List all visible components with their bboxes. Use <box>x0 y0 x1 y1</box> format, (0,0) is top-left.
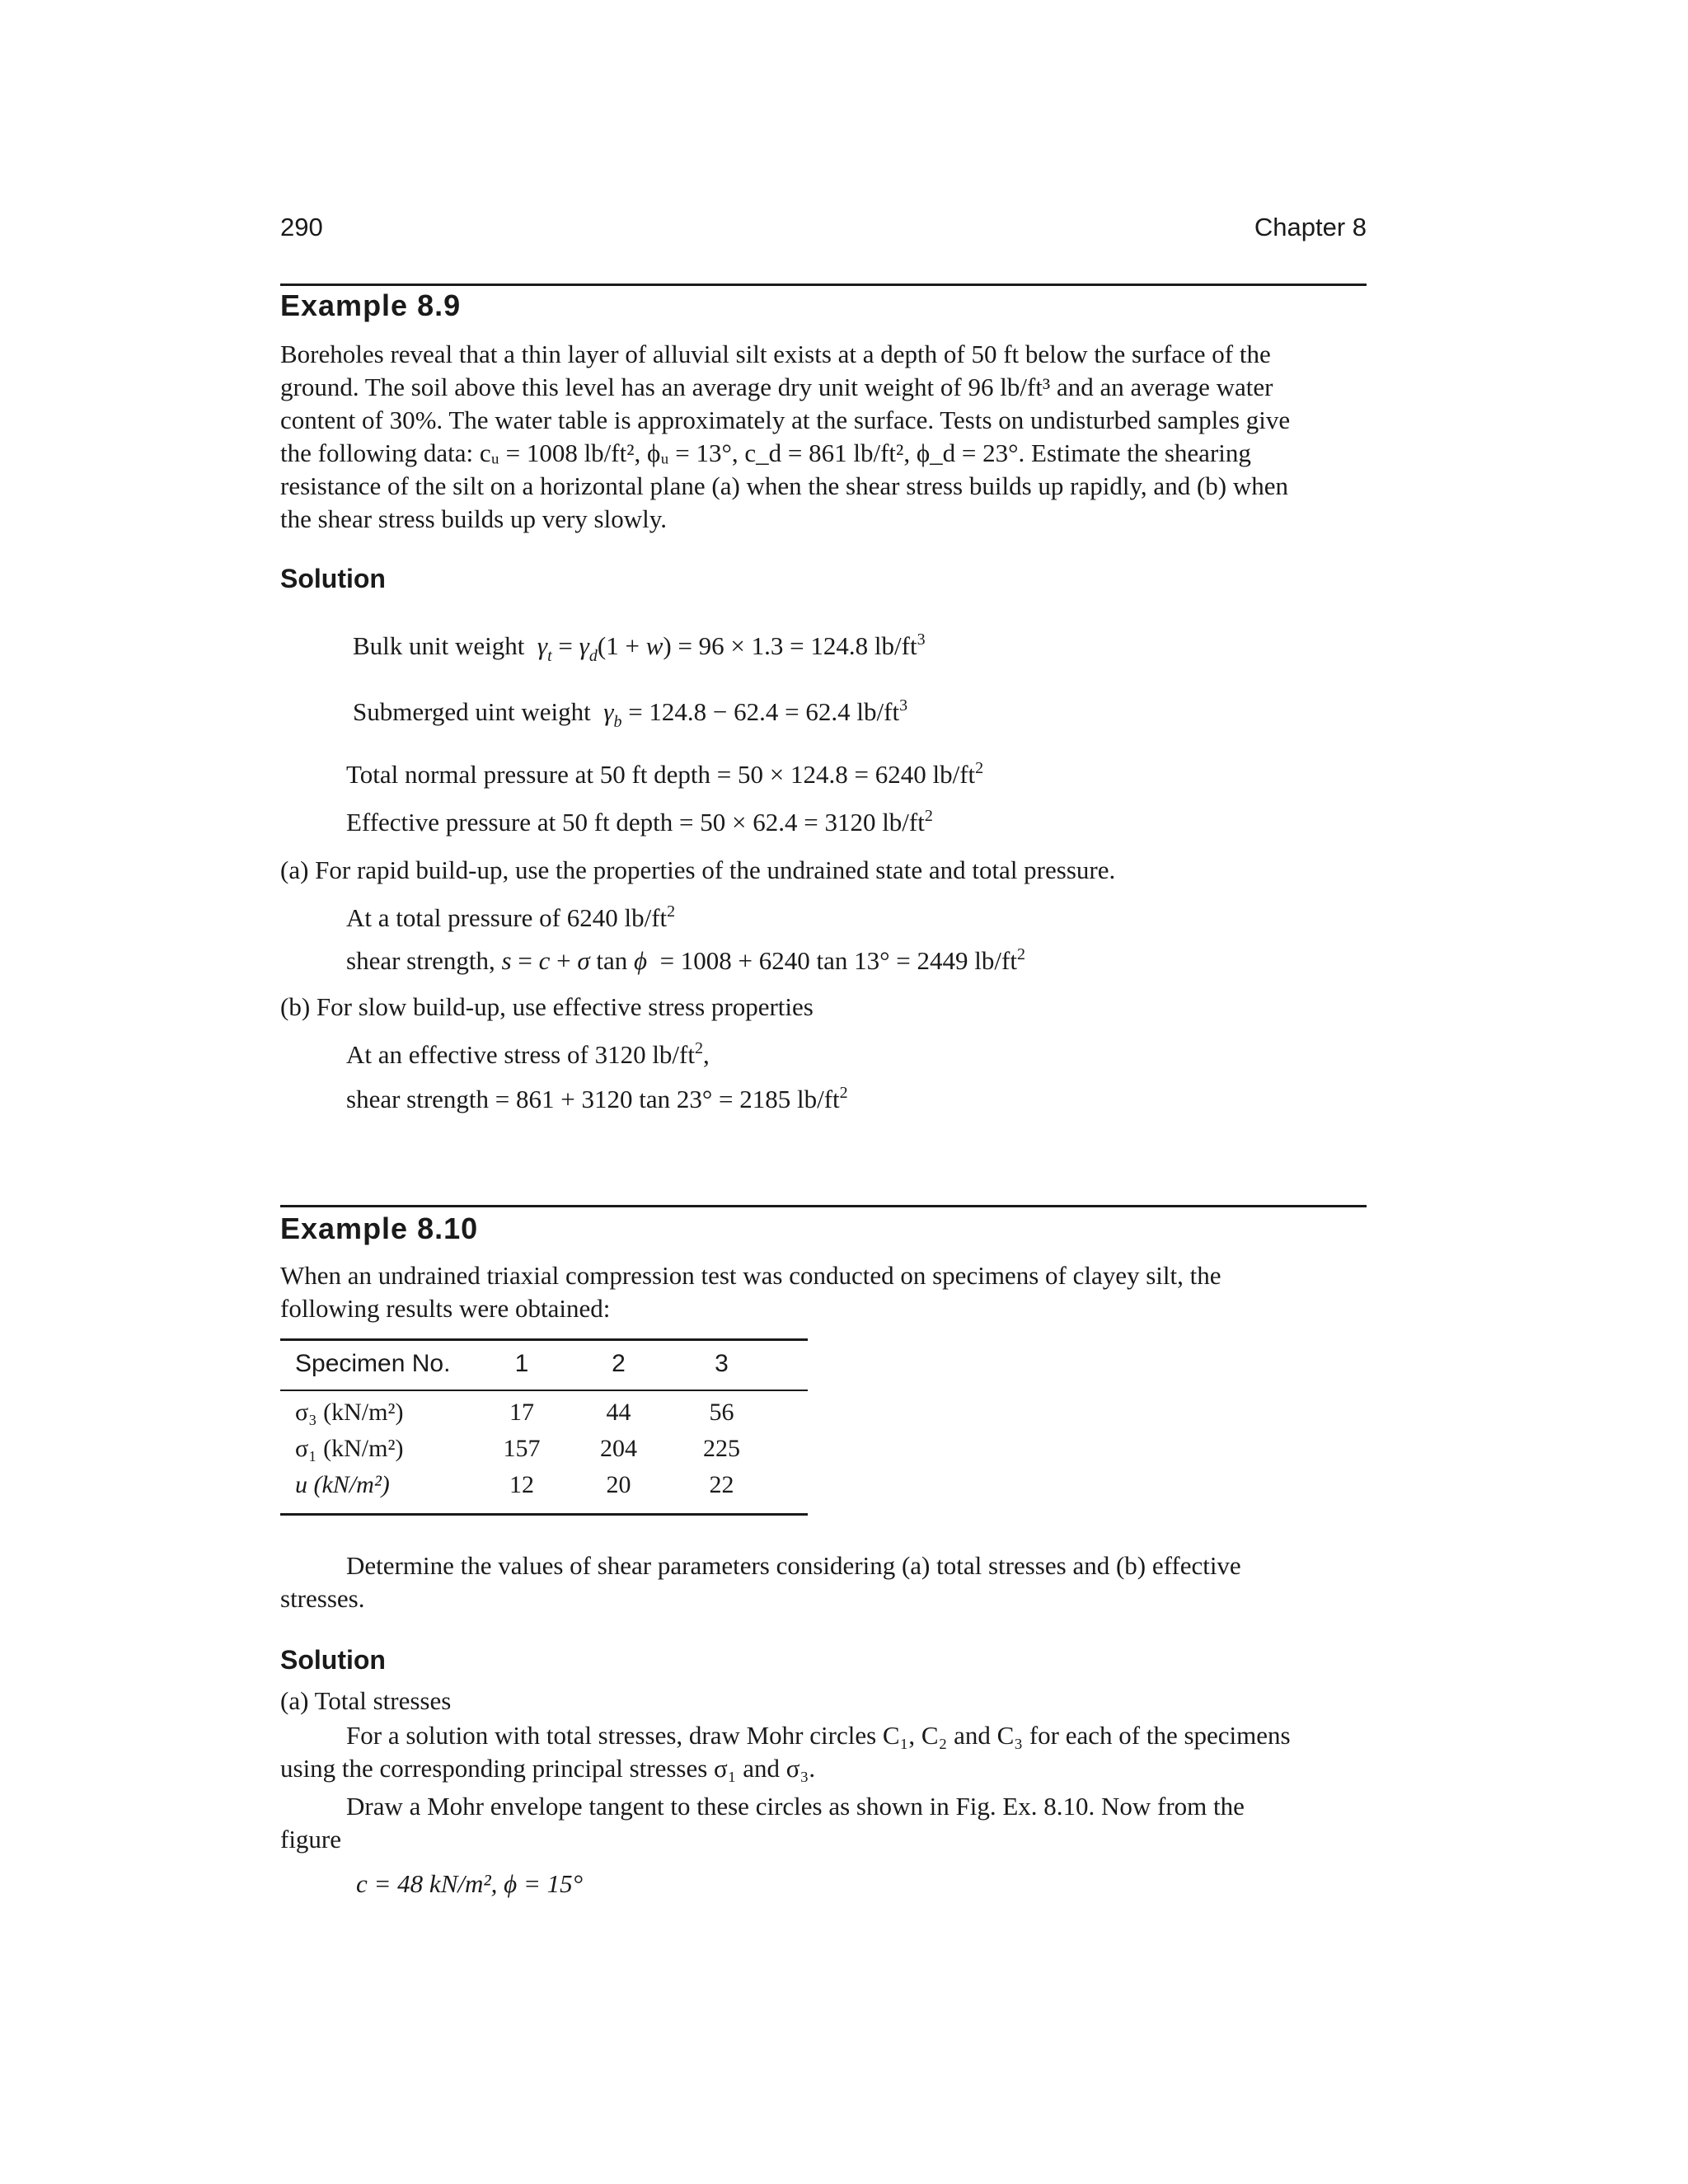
solution-heading: Solution <box>280 1645 386 1675</box>
table-row <box>280 1467 808 1503</box>
determine-paragraph <box>280 1549 1367 1615</box>
table-cell: 12 <box>509 1471 534 1498</box>
envelope-paragraph <box>280 1790 1367 1856</box>
problem-line: the following data: cᵤ = 1008 lb/ft², ϕᵤ = 13°, c_d = 861 lb/ft², ϕ_d = 23°. Estimate the shearing <box>280 438 1251 467</box>
table-row <box>280 1431 808 1467</box>
paragraph-line: Draw a Mohr envelope tangent to these circles as shown in Fig. Ex. 8.10. Now from the <box>346 1792 1245 1821</box>
page-number: 290 <box>280 213 323 241</box>
table-cell: 157 <box>503 1435 541 1462</box>
submerged-label: Submerged uint weight <box>353 697 591 726</box>
example-8-9-problem <box>280 338 1367 536</box>
paragraph-line: Determine the values of shear parameters considering (a) total stresses and (b) effective <box>346 1551 1241 1580</box>
table-cell: 204 <box>600 1435 637 1462</box>
result-line: c = 48 kN/m², ϕ = 15° <box>356 1869 584 1898</box>
part-a-heading: (a) For rapid build-up, use the properties of the undrained state and total pressure. <box>280 855 1116 884</box>
table-cell: 56 <box>709 1399 734 1426</box>
table-top-rule <box>280 1338 808 1341</box>
problem-line: following results were obtained: <box>280 1294 611 1323</box>
table-cell: 20 <box>606 1471 631 1498</box>
part-a-total-stresses: (a) Total stresses <box>280 1686 452 1715</box>
table-row <box>280 1386 808 1431</box>
problem-line: ground. The soil above this level has an average dry unit weight of 96 lb/ft³ and an average water <box>280 373 1273 401</box>
bulk-unit-weight-equation: Bulk unit weight $\gamma_t = \gamma_d(1 + w) = 96 \times 1.3 = 124.8$ $lb/ft^3$ <box>353 630 926 665</box>
table-row-label: σ₁ (kN/m²) <box>295 1435 404 1462</box>
mohr-circles-paragraph <box>280 1719 1367 1785</box>
table-cell: 22 <box>709 1471 734 1498</box>
table-row-label: u (kN/m²) <box>295 1471 390 1498</box>
part-a-shear-strength-line: shear strength, s = c + σ tan ϕ = 1008 + 6240 tan 13° = 2449 $lb/ft^2$ <box>346 945 1025 975</box>
problem-line: When an undrained triaxial compression test was conducted on specimens of clayey silt, the <box>280 1261 1221 1290</box>
chapter-label: Chapter 8 <box>1254 213 1367 241</box>
section-rule <box>280 1205 1367 1207</box>
paragraph-line: using the corresponding principal stresses σ₁ and σ₃. <box>280 1754 816 1783</box>
problem-line: resistance of the silt on a horizontal plane (a) when the shear stress builds up rapidly, and (b) when <box>280 471 1288 500</box>
table-cell: 44 <box>606 1399 631 1426</box>
problem-line: the shear stress builds up very slowly. <box>280 504 667 533</box>
specimen-table <box>280 1342 808 1503</box>
paragraph-line: stresses. <box>280 1584 365 1613</box>
table-header-rule <box>280 1390 808 1391</box>
example-8-10-title: Example 8.10 <box>280 1212 479 1245</box>
part-a-pressure-line: At a total pressure of 6240 $lb/ft^2$ <box>346 902 676 932</box>
effective-pressure-line: Effective pressure at 50 ft depth = 50 × 62.4 = 3120 $lb/ft^2$ <box>346 807 933 837</box>
section-rule <box>280 284 1367 286</box>
paragraph-line: figure <box>280 1825 342 1854</box>
problem-line: Boreholes reveal that a thin layer of alluvial silt exists at a depth of 50 ft below the surface of the <box>280 340 1271 368</box>
example-8-9-title: Example 8.9 <box>280 288 462 322</box>
table-header-row <box>280 1342 808 1386</box>
table-header-cell: 2 <box>612 1350 626 1377</box>
example-8-10-problem <box>280 1259 1367 1325</box>
table-row-label: σ₃ (kN/m²) <box>295 1399 404 1426</box>
solution-heading: Solution <box>280 564 386 593</box>
part-b-shear-strength-line: shear strength = 861 + 3120 tan 23° = 2185 $lb/ft^2$ <box>346 1084 848 1113</box>
part-b-stress-line: At an effective stress of 3120 $lb/ft^2$, <box>346 1039 710 1069</box>
table-header-cell: 1 <box>514 1350 529 1377</box>
submerged-unit-weight-equation: Submerged uint weight $\gamma_b = 124.8 - 62.4 = 62.4$ $lb/ft^3$ <box>353 696 908 731</box>
table-bottom-rule <box>280 1513 808 1516</box>
total-pressure-line: Total normal pressure at 50 ft depth = 50 × 124.8 = 6240 $lb/ft^2$ <box>346 759 984 789</box>
table-cell: 225 <box>703 1435 740 1462</box>
table-header-cell: Specimen No. <box>295 1350 451 1377</box>
paragraph-line: For a solution with total stresses, draw Mohr circles C₁, C₂ and C₃ for each of the specimens <box>346 1721 1291 1750</box>
problem-line: content of 30%. The water table is approximately at the surface. Tests on undisturbed samples give <box>280 405 1291 434</box>
bulk-label: Bulk unit weight <box>353 631 525 660</box>
table-cell: 17 <box>509 1399 534 1426</box>
table-header-cell: 3 <box>715 1350 729 1377</box>
part-b-heading: (b) For slow build-up, use effective stress properties <box>280 992 814 1021</box>
